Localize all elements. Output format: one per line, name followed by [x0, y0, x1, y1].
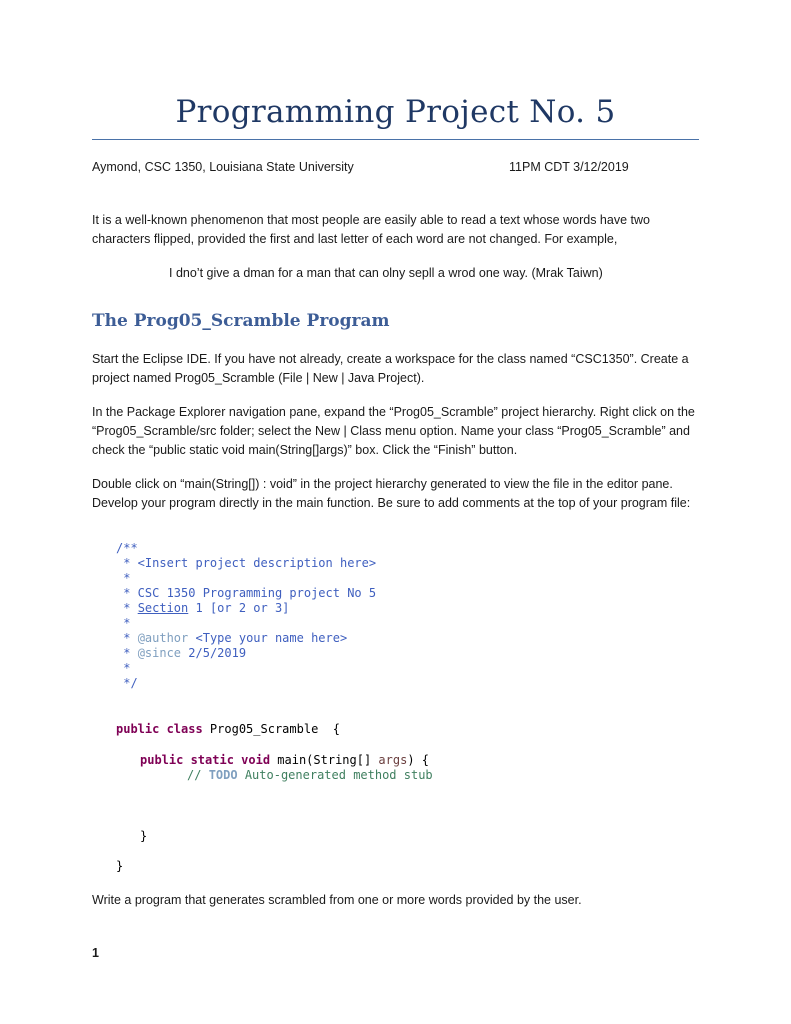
code-comment-prefix: *: [116, 631, 138, 645]
code-todo-prefix: //: [187, 768, 209, 782]
code-main-declaration: [140, 753, 429, 768]
code-comment-prefix: *: [116, 646, 138, 660]
code-comment-section-word: Section: [137, 601, 189, 615]
paragraph-main-function: Double click on “main(String[]) : void” in the project hierarchy generated to view the file in the editor pane. Develop your program directly in the main function. Be sure to add comments at the top of your program file:: [92, 477, 691, 510]
deadline: 11PM CDT 3/12/2019: [509, 160, 629, 174]
author-line: Aymond, CSC 1350, Louisiana State University: [92, 160, 354, 174]
paragraph-package-explorer: In the Package Explorer navigation pane, expand the “Prog05_Scramble” project hierarchy. Right click on the “Prog05_Scramble/src folder; select the New | Class menu option. Name your class “Prog05_Scramble” and check the “public static void main(String[]args)” box. Click the “Finish” button.: [92, 405, 695, 457]
code-comment-author: <Type your name here>: [188, 631, 348, 645]
code-todo-text: Auto-generated method stub: [237, 768, 433, 782]
code-class-keywords: public class: [116, 722, 203, 736]
example-quote: I dno’t give a dman for a man that can olny sepll a wrod one way. (Mrak Taiwn): [169, 266, 603, 280]
code-comment-course: * CSC 1350 Programming project No 5: [116, 586, 377, 600]
code-comment-close: */: [116, 676, 138, 690]
code-close-main: }: [140, 829, 148, 843]
code-class-declaration: [116, 722, 340, 737]
closing-paragraph: Write a program that generates scrambled from one or more words provided by the user.: [92, 893, 582, 907]
code-main-end: ) {: [407, 753, 430, 767]
code-comment-since: 2/5/2019: [181, 646, 247, 660]
code-main-keywords: public static void: [140, 753, 271, 767]
code-todo-tag: TODO: [208, 768, 238, 782]
code-main-signature: main(String[]: [270, 753, 379, 767]
code-todo-comment: [187, 768, 433, 783]
code-comment-prefix: *: [116, 601, 138, 615]
code-comment-description: * <Insert project description here>: [116, 556, 377, 570]
code-class-name: Prog05_Scramble {: [202, 722, 340, 736]
code-main-param: args: [378, 753, 408, 767]
title-divider: [92, 139, 699, 140]
code-since-tag: @since: [137, 646, 182, 660]
code-block: [116, 541, 376, 691]
code-comment-blank: *: [116, 661, 131, 675]
code-close-class: }: [116, 859, 124, 873]
code-author-tag: @author: [137, 631, 189, 645]
section-heading: The Prog05_Scramble Program: [92, 311, 390, 331]
intro-paragraph: It is a well-known phenomenon that most people are easily able to read a text whose words have two characters flipped, provided the first and last letter of each word are not changed. For example,: [92, 213, 650, 246]
code-comment-blank: *: [116, 571, 131, 585]
page-number: 1: [92, 946, 99, 960]
paragraph-eclipse-setup: Start the Eclipse IDE. If you have not already, create a workspace for the class named “CSC1350”. Create a project named Prog05_Scramble (File | New | Java Project).: [92, 352, 689, 385]
code-comment-blank: *: [116, 616, 131, 630]
code-comment-section: 1 [or 2 or 3]: [188, 601, 290, 615]
code-comment-open: /**: [116, 541, 138, 555]
page-title: Programming Project No. 5: [175, 94, 616, 130]
